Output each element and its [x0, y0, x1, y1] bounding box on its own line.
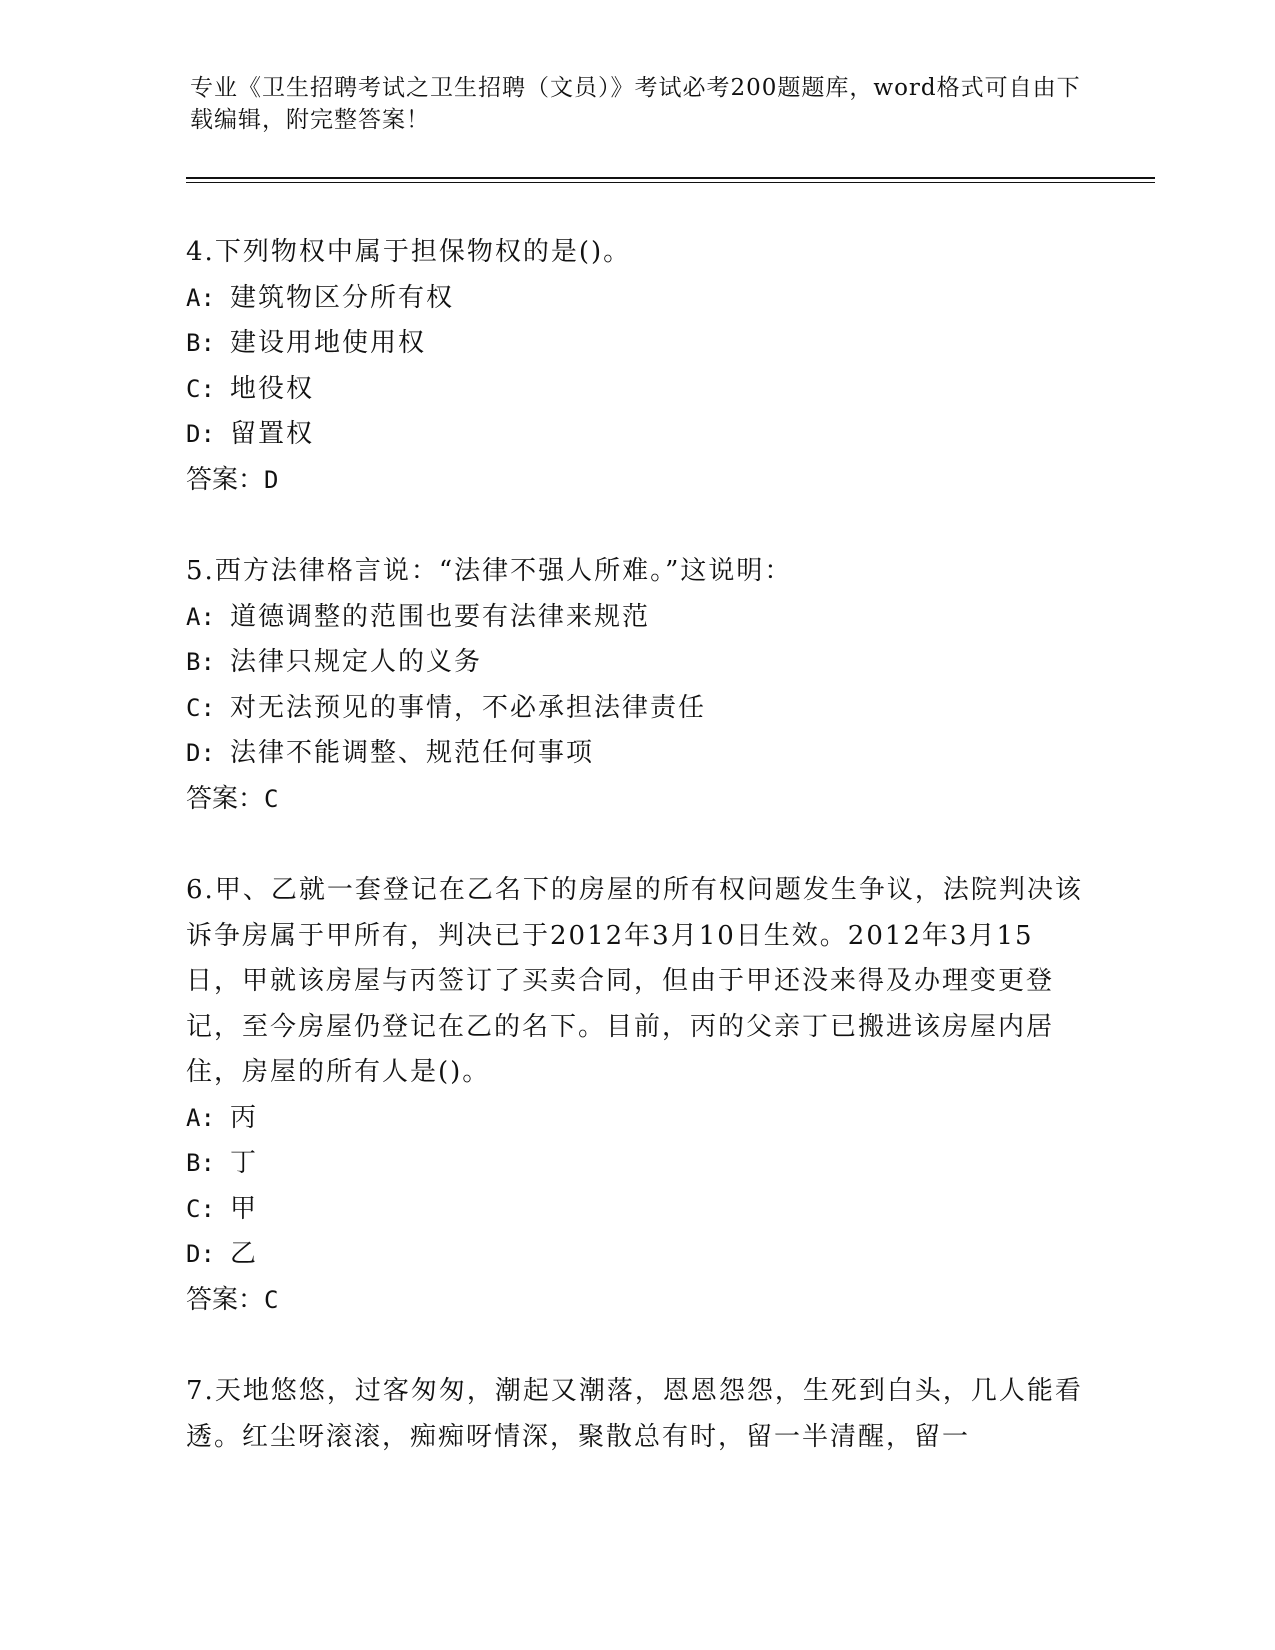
- option-text: 道德调整的范围也要有法律来规范: [230, 601, 651, 632]
- option-text: 地役权: [230, 373, 315, 404]
- question-text: [186, 230, 1086, 276]
- option-text: 乙: [230, 1239, 259, 1269]
- answer-value: C: [264, 784, 279, 813]
- question-number: 6.: [186, 875, 215, 905]
- option-letter: D:: [186, 420, 215, 448]
- question-text: [186, 1369, 1086, 1460]
- answer-option: [186, 367, 1086, 413]
- answer-option: [186, 412, 1086, 458]
- option-text: 留置权: [230, 419, 315, 449]
- answer-option: [186, 686, 1086, 732]
- option-letter: B:: [186, 329, 215, 357]
- question-number: 5.: [186, 556, 215, 586]
- answer-option: [186, 1232, 1086, 1278]
- question-number: 7.: [186, 1376, 215, 1406]
- option-text: 甲: [230, 1193, 259, 1224]
- answer-value: D: [264, 465, 279, 494]
- answer-label: 答案：: [186, 464, 265, 495]
- answer-label: 答案：: [186, 1284, 265, 1315]
- option-letter: A:: [186, 602, 215, 631]
- question-stem: 天地悠悠，过客匆匆，潮起又潮落，恩恩怨怨，生死到白头，几人能看透。红尘呀滚滚，痴痴呀情深，聚散总有时，留一半清醒，留一: [186, 1376, 1083, 1452]
- option-letter: B:: [186, 1149, 215, 1177]
- question-stem: 西方法律格言说：“法律不强人所难。”这说明：: [214, 556, 793, 586]
- option-letter: C:: [186, 374, 215, 403]
- option-text: 建设用地使用权: [230, 328, 427, 358]
- option-text: 法律只规定人的义务: [230, 647, 483, 677]
- question-block: [186, 868, 1086, 1323]
- answer-option: [186, 640, 1086, 686]
- question-block: [186, 230, 1086, 503]
- answer-line: [186, 458, 1086, 504]
- document-header: 专业《卫生招聘考试之卫生招聘（文员）》考试必考200题题库，word格式可自由下载编辑，附完整答案！: [190, 75, 1081, 133]
- option-text: 对无法预见的事情，不必承担法律责任: [230, 692, 707, 723]
- answer-option: [186, 1096, 1086, 1142]
- answer-option: [186, 731, 1086, 777]
- answer-label: 答案：: [186, 783, 265, 814]
- option-text: 丁: [230, 1148, 259, 1178]
- header-divider-thin: [186, 182, 1155, 183]
- option-text: 丙: [230, 1102, 259, 1133]
- option-letter: D:: [186, 739, 215, 767]
- option-letter: B:: [186, 648, 215, 676]
- question-stem: 甲、乙就一套登记在乙名下的房屋的所有权问题发生争议，法院判决该诉争房属于甲所有，判决已于2012年3月10日生效。2012年3月15日，甲就该房屋与丙签订了买卖合同，但由于甲还没来得及办理变更登记，至今房屋仍登记在乙的名下。目前，丙的父亲丁已搬进该房屋内居住，房屋的所有人是()。: [186, 875, 1083, 1087]
- option-letter: C:: [186, 1194, 215, 1223]
- question-text: [186, 868, 1086, 1096]
- question-number: 4.: [186, 237, 215, 267]
- question-text: [186, 549, 1086, 595]
- option-letter: D:: [186, 1240, 215, 1268]
- option-letter: A:: [186, 1103, 215, 1132]
- option-letter: C:: [186, 693, 215, 722]
- option-text: 法律不能调整、规范任何事项: [230, 738, 595, 768]
- answer-option: [186, 1141, 1086, 1187]
- answer-option: [186, 276, 1086, 322]
- answer-line: [186, 1278, 1086, 1324]
- answer-line: [186, 777, 1086, 823]
- option-text: 建筑物区分所有权: [230, 282, 455, 313]
- question-stem: 下列物权中属于担保物权的是()。: [214, 237, 632, 267]
- answer-option: [186, 321, 1086, 367]
- option-letter: A:: [186, 283, 215, 312]
- question-block: [186, 549, 1086, 822]
- question-list: [186, 230, 1086, 1506]
- question-block: [186, 1369, 1086, 1460]
- answer-option: [186, 1187, 1086, 1233]
- answer-option: [186, 595, 1086, 641]
- answer-value: C: [264, 1285, 279, 1314]
- header-divider-thick: [186, 177, 1155, 179]
